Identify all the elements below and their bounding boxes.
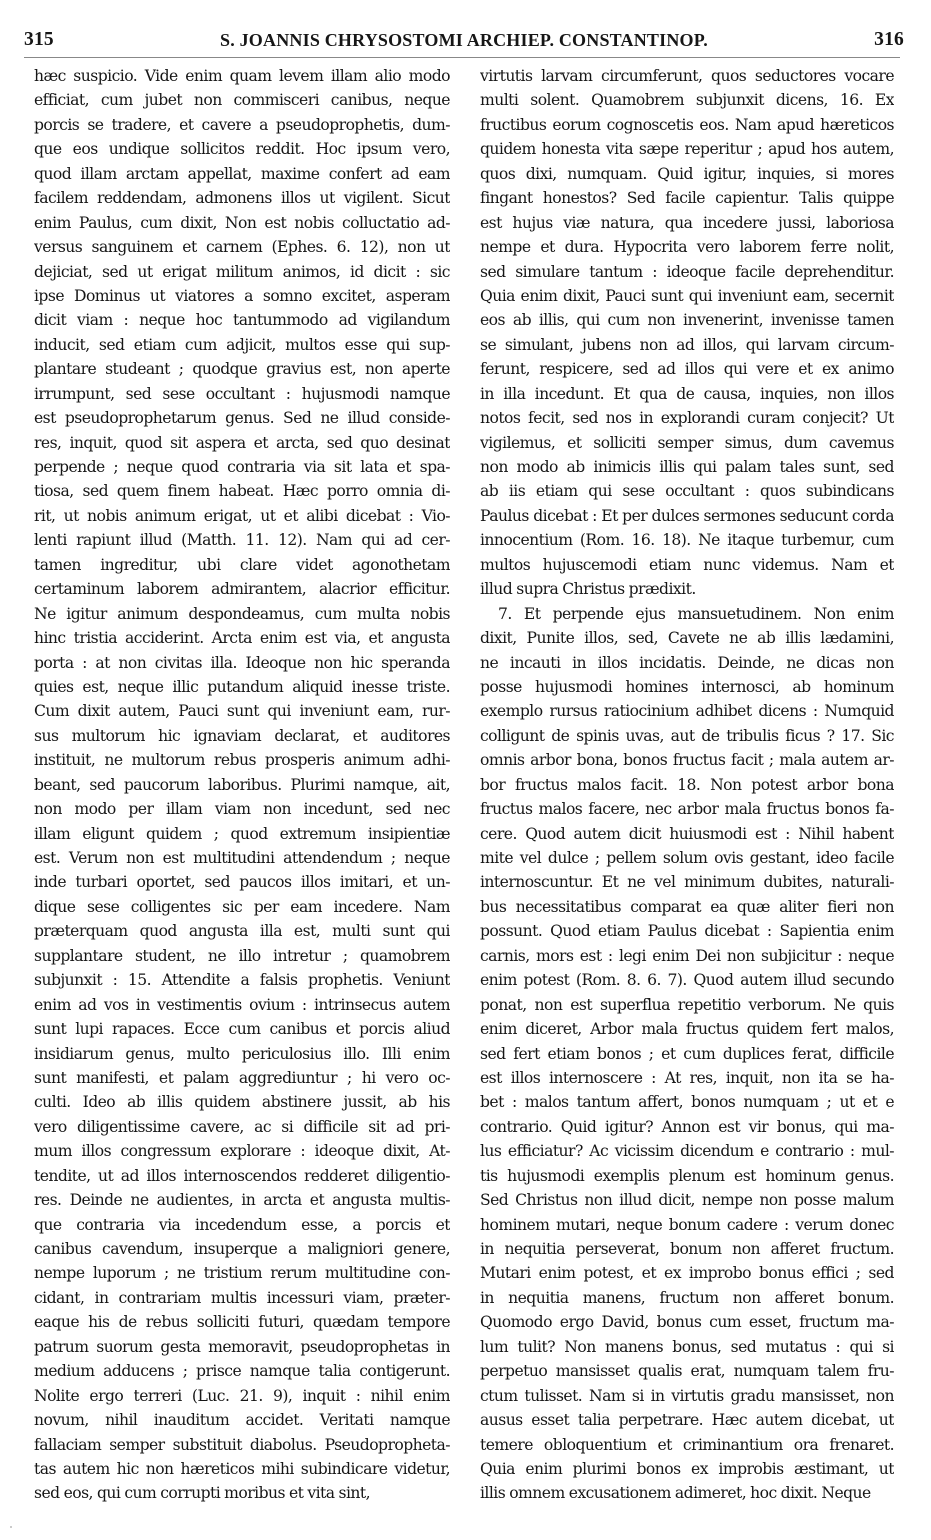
text-line: enim potest (Rom. 8. 6. 7). Quod autem illud secundo [480,971,894,990]
text-line: Paulus dicebat : Et per dulces sermones seducunt corda [480,506,894,525]
right-column [480,64,894,1506]
text-line: inducit, sed etiam cum adjicit, multos esse qui sup- [34,335,450,354]
text-line: certaminum laborem admirantem, alacrior efficitur. [34,580,450,599]
text-line: fructus malos facere, nec arbor mala fructus bonos fa- [480,800,894,819]
text-line: illud supra Christus prædixit. [480,580,696,599]
text-line: 7. Et perpende ejus mansuetudinem. Non enim [498,604,894,623]
text-line: lus efficiatur? Ac vicissim dicendum e contrario : mul- [480,1142,894,1161]
text-line: dejiciat, sed ut erigat militum animos, id dicit : sic [34,262,450,281]
text-line: mite vel dulce ; pellem solum ovis gestant, ideo facile [480,849,894,867]
text-line: canibus cavendum, insuperque a maligniori genere, [34,1240,450,1258]
left-column [34,64,450,1506]
page-header [24,26,904,54]
text-line: se simulant, jubens non ad illos, qui larvam circum- [480,335,894,354]
text-line: sus multorum hic ignaviam declarat, et auditores [34,726,450,745]
page-number-right: 316 [874,29,904,50]
text-line: supplantare student, ne illo intretur ; quamobrem [34,946,450,965]
text-line: ne incauti in illos incidatis. Deinde, ne dicas non [480,653,894,672]
text-line: enim ad vos in vestimentis ovium : intrinsecus autem [34,995,450,1014]
text-line: enim Paulus, cum dixit, Non est nobis colluctatio ad- [34,213,450,232]
text-line: novum, nihil inauditum accidet. Veritati namque [34,1411,450,1430]
text-line: fingant honestos? Sed facile capientur. Talis quippe [480,189,894,208]
text-line: est pseudoprophetarum genus. Sed ne illud conside- [34,409,450,428]
text-line: porta : at non civitas illa. Ideoque non hic speranda [34,653,450,672]
text-line: sed eos, qui cum corrupti moribus et vita sint, [34,1484,371,1503]
text-line: bus necessitatibus comparat ea quæ aliter fieri non [480,897,894,916]
text-line: eos ab illis, qui cum non invenerint, invenisse tamen [480,311,894,330]
text-line: tis hujusmodi exemplis plenum est hominum genus. [480,1166,894,1185]
text-line: perpende ; neque quod contraria via sit lata et spa- [34,458,450,476]
text-line: tas autem hic non hæreticos mihi subindicare videtur, [34,1459,450,1478]
text-line: subjunxit : 15. Attendite a falsis prophetis. Veniunt [34,971,450,990]
text-line: omnis arbor bona, bonos fructus facit ; mala autem ar- [480,751,894,770]
text-line: que contraria via incedendum esse, a porcis et [34,1215,450,1234]
text-line: mum illos congressum explorare : ideoque dixit, At- [34,1142,450,1161]
text-line: ab iis etiam qui sese occultant : quos subindicans [480,482,894,501]
text-line: Quia enim plurimi bonos ex improbis æstimant, ut [480,1459,894,1478]
text-line: multi solent. Quamobrem subjunxit dicens, 16. Ex [480,91,894,110]
text-line: multos hujuscemodi etiam nunc videmus. Nam et [480,555,894,574]
text-line: in nequitia perseverat, bonum non afferet fructum. [480,1240,894,1258]
text-line: temere obloquentium et criminantium ora frenaret. [480,1435,894,1454]
text-line: res, inquit, quod sit aspera et arcta, sed quo desinat [34,433,450,452]
text-line: tamen ingreditur, ubi clare videt agonothetam [34,555,450,574]
text-line: ponat, non est superflua repetitio verborum. Ne quis [480,995,894,1014]
text-line: ctum tulisset. Nam si in virtutis gradu mansisset, non [480,1386,894,1405]
text-line: in nequitia manens, fructum non afferet bonum. [480,1288,894,1307]
page-number-left: 315 [24,29,54,50]
text-line: perpetuo mansisset qualis erat, numquam talem fru- [480,1362,894,1381]
text-line: quod illam arctam appellat, maxime confert ad eam [34,164,450,183]
text-line: est hujus viæ natura, qua incedere jussi, laboriosa [480,213,894,232]
text-line: lum tulit? Non manens bonus, sed mutatus : qui si [480,1337,894,1356]
text-line: porcis se tradere, et cavere a pseudoprophetis, dum- [34,115,450,134]
text-line: innocentium (Rom. 16. 18). Ne itaque turbemur, cum [480,531,894,550]
text-line: que eos undique sollicitos reddit. Hoc ipsum vero, [34,140,450,159]
text-line: instituit, ne multorum rebus prosperis animum adhi- [34,751,450,770]
text-line: ipse Dominus ut viatores a somno excitet, asperam [34,286,450,305]
header-rule [24,57,900,58]
text-line: enim diceret, Arbor mala fructus quidem fert malos, [480,1020,894,1039]
text-line: quos dixi, numquam. Quid igitur, inquies, si mores [480,164,894,183]
text-line: facilem reddendam, admonens illos ut vigilent. Sicut [34,189,450,208]
page-speck [10,1526,12,1528]
text-line: Ne igitur animum despondeamus, cum multa nobis [34,604,450,623]
text-line: quidem honesta vita sæpe reperitur ; apud hos autem, [480,140,894,159]
text-line: hinc tristia acciderint. Arcta enim est via, et angusta [34,629,450,648]
text-line: patrum suorum gesta memoravit, pseudoprophetas in [34,1337,450,1356]
running-title: S. JOANNIS CHRYSOSTOMI ARCHIEP. CONSTANTINOP. [220,29,708,50]
text-line: vigilemus, et solliciti semper simus, dum cavemus [480,433,894,452]
text-line: lenti rapiunt illud (Matth. 11. 12). Nam qui ad cer- [34,531,450,550]
text-line: illis omnem excusationem adimeret, hoc dixit. Neque [480,1484,871,1503]
text-line: notos fecit, sed nos in explorandi curam conjecit? Ut [480,409,894,428]
text-line: Sed Christus non illud dicit, nempe non posse malum [480,1191,894,1210]
text-line: ferunt, respicere, sed ad illos qui vere et ex animo [480,360,894,379]
text-line: Mutari enim potest, et ex improbo bonus effici ; sed [480,1264,894,1283]
text-line: possunt. Quod etiam Paulus dicebat : Sapientia enim [480,922,894,941]
text-line: efficiat, cum jubet non commisceri canibus, neque [34,91,450,110]
text-line: dique sese colligentes sic per eam incedere. Nam [34,897,450,916]
text-line: posse hujusmodi homines internosci, ab hominum [480,677,894,696]
text-line: quies est, neque illic putandum aliquid inesse triste. [34,677,450,696]
text-line: medium adducens ; prisce namque talia contigerunt. [34,1362,450,1381]
text-line: hominem mutari, neque bonum cadere : verum donec [480,1215,894,1234]
text-line: Quia enim dixit, Pauci sunt qui inveniunt eam, secernit [480,286,894,305]
text-line: tendite, ut ad illos internoscendos redderet diligentio- [34,1166,450,1185]
text-line: eaque his de rebus solliciti futuri, quædam tempore [34,1313,450,1332]
text-line: nempe luporum ; ne tristium rerum multitudine con- [34,1264,450,1283]
text-line: contrario. Quid igitur? Annon est vir bonus, qui ma- [480,1117,894,1136]
text-line: insidiarum genus, multo periculosius illo. Illi enim [34,1044,450,1063]
text-line: in illa incedunt. Et qua de causa, inquies, non illos [480,384,894,403]
text-line: nempe et dura. Hypocrita vero laborem ferre nolit, [480,238,894,257]
text-line: sed fert etiam bonos ; et cum duplices ferat, difficile [480,1044,894,1063]
text-line: beant, sed paucorum laboribus. Plurimi namque, ait, [34,775,450,794]
text-line: fructibus eorum cognoscetis eos. Nam apud hæreticos [480,115,894,134]
text-line: internoscuntur. Et ne vel minimum dubites, naturali- [480,873,894,892]
text-line: non modo ab inimicis illis qui palam tales sunt, sed [480,458,894,476]
text-line: plantare studeant ; quodque gravius est, non aperte [34,360,450,379]
text-line: Nolite ergo terreri (Luc. 21. 9), inquit : nihil enim [34,1386,450,1405]
text-line: colligunt de spinis uvas, aut de tribulis ficus ? 17. Sic [480,726,894,745]
text-line: dicit viam : neque hoc tantummodo ad vigilandum [34,311,450,330]
text-line: res. Deinde ne audientes, in arcta et angusta multis- [34,1191,450,1210]
text-line: virtutis larvam circumferunt, quos seductores vocare [480,67,894,85]
text-line: cidant, in contrariam multis incessuri viam, præter- [34,1288,450,1307]
text-line: bor fructus malos facit. 18. Non potest arbor bona [480,775,894,794]
text-line: tiosa, sed quem finem habeat. Hæc porro omnia di- [34,482,450,501]
text-line: carnis, mors est : legi enim Dei non subjicitur : neque [480,946,894,965]
text-line: Cum dixit autem, Pauci sunt qui inveniunt eam, rur- [34,702,450,721]
text-line: Quomodo ergo David, bonus cum esset, fructum ma- [480,1313,894,1332]
text-line: hæc suspicio. Vide enim quam levem illam alio modo [34,67,450,85]
text-line: fallaciam semper substituit diabolus. Pseudopropheta- [34,1435,450,1454]
text-line: sunt lupi rapaces. Ecce cum canibus et porcis aliud [34,1020,450,1039]
text-line: est illos internoscere : At res, inquit, non ita se ha- [480,1068,894,1087]
text-line: versus sanguinem et carnem (Ephes. 6. 12), non ut [34,238,450,257]
text-line: ausus esset talia perpetrare. Hæc autem dicebat, ut [480,1411,894,1430]
text-line: vero diligentissime cavere, ac si difficile sit ad pri- [34,1117,450,1136]
text-line: irrumpunt, sed sese occultant : hujusmodi namque [34,384,450,403]
text-line: illam eligunt quidem ; quod extremum insipientiæ [34,824,450,843]
text-line: dixit, Punite illos, sed, Cavete ne ab illis lædamini, [480,629,894,648]
text-line: est. Verum non est multitudini attendendum ; neque [34,849,450,867]
text-line: rit, ut nobis animum erigat, ut et alibi dicebat : Vio- [34,506,450,525]
text-line: sed simulare tantum : ideoque facile deprehenditur. [480,262,894,281]
text-line: inde turbari oportet, sed paucos illos imitari, et un- [34,873,450,892]
text-line: sunt manifesti, et palam aggrediuntur ; hi vero oc- [34,1068,450,1087]
text-line: bet : malos tantum affert, bonos numquam ; ut et e [480,1093,894,1112]
text-line: præterquam quod angusta illa est, multi sunt qui [34,922,450,941]
text-line: exemplo rursus ratiocinium adhibet dicens : Numquid [480,702,894,721]
text-line: cere. Quod autem dicit huiusmodi est : Nihil habent [480,824,894,843]
text-line: non modo per illam viam non incedunt, sed nec [34,800,450,819]
text-line: culti. Ideo ab illis quidem abstinere jussit, ab his [34,1093,450,1112]
